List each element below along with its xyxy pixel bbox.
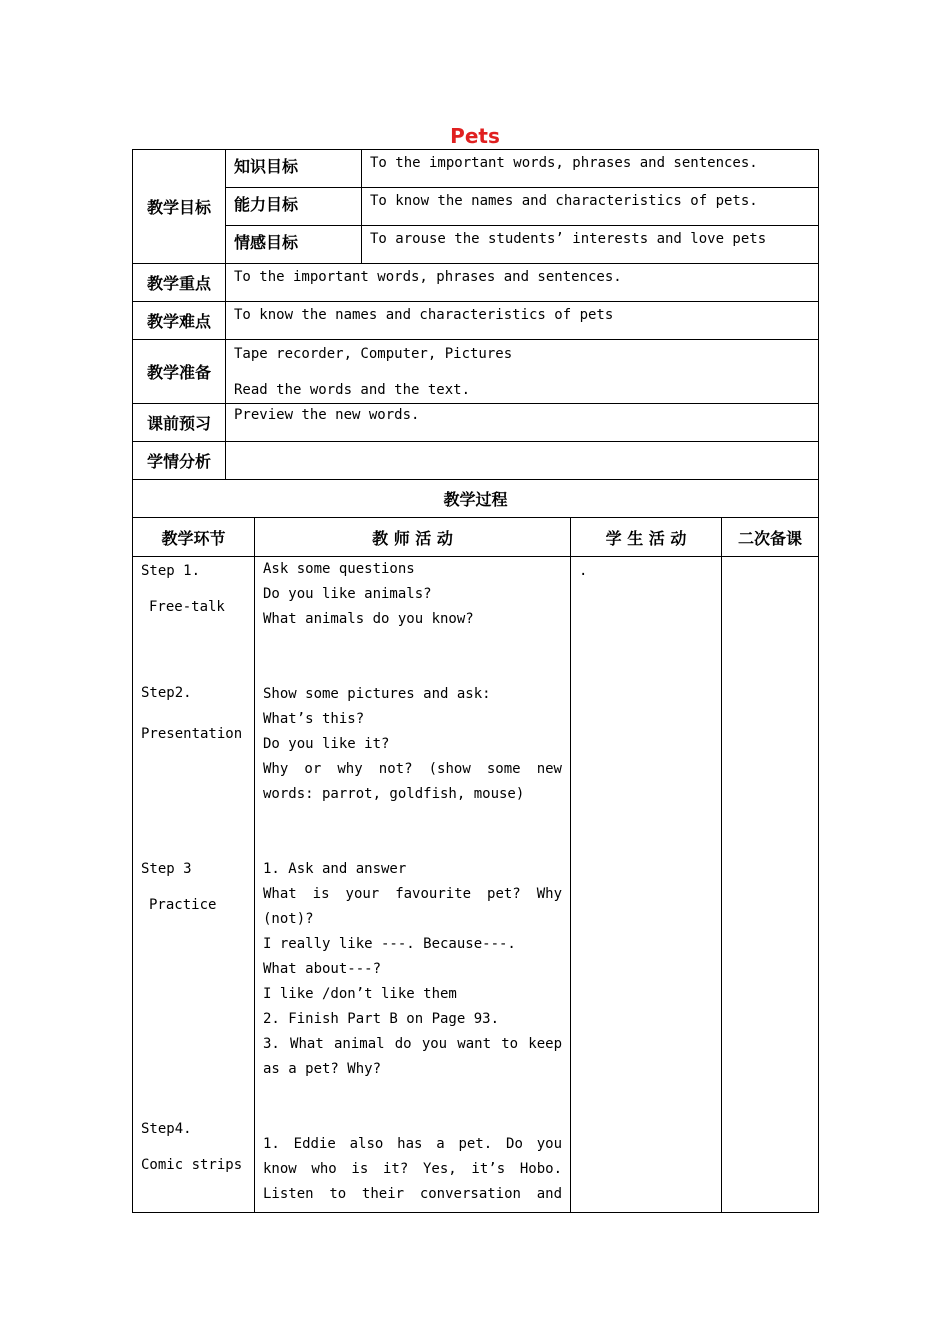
preview-label: 课前预习	[133, 404, 226, 442]
header-step: 教学环节	[133, 518, 255, 557]
teaching-process-table	[132, 517, 819, 1213]
teacher-activity-line: (not)?	[263, 911, 314, 927]
lesson-info-table	[132, 149, 819, 518]
ability-goal-text: To know the names and characteristics of pets.	[362, 188, 819, 226]
teacher-activity-line: What’s this?	[263, 711, 365, 727]
teacher-activity-line	[263, 1082, 562, 1107]
teacher-activity-line: words: parrot, goldfish, mouse)	[263, 786, 525, 802]
knowledge-goal-text: To the important words, phrases and sentences.	[362, 150, 819, 188]
step-2-subtitle: Presentation	[141, 726, 243, 742]
emotion-goal-text: To arouse the students’ interests and love pets	[362, 226, 819, 264]
step-3-subtitle: Practice	[149, 897, 217, 913]
teacher-activity-line: 2. Finish Part B on Page 93.	[263, 1011, 500, 1027]
step-3-title: Step 3	[141, 861, 192, 877]
step-1-subtitle: Free-talk	[149, 599, 225, 615]
teacher-activity-line	[263, 632, 562, 657]
key-points-text: To the important words, phrases and sentences.	[226, 264, 819, 302]
teacher-activity-line: Ask some questions	[263, 561, 415, 577]
knowledge-goal-label: 知识目标	[226, 150, 362, 188]
teacher-activity-line: 3. What animal do you want to keep	[263, 1036, 562, 1052]
teacher-activity-line: Do you like animals?	[263, 586, 432, 602]
teacher-activity-line: 1. Eddie also has a pet. Do you	[263, 1136, 562, 1152]
difficulties-label: 教学难点	[133, 302, 226, 340]
teacher-activity-line	[263, 1107, 562, 1132]
teacher-activity-line	[263, 657, 562, 682]
header-student-activity: 学 生 活 动	[571, 518, 722, 557]
teacher-activity-line: I like /don’t like them	[263, 986, 457, 1002]
preview-text: Preview the new words.	[226, 404, 819, 442]
preparation-line-1: Tape recorder, Computer, Pictures	[234, 346, 513, 362]
page-title: Pets	[450, 124, 500, 148]
teacher-activity-line: I really like ---. Because---.	[263, 936, 516, 952]
teacher-activity-line: know who is it? Yes, it’s Hobo.	[263, 1161, 562, 1177]
process-title: 教学过程	[133, 480, 819, 518]
step-4-subtitle: Comic strips	[141, 1157, 243, 1173]
teacher-activity-line: Show some pictures and ask:	[263, 686, 491, 702]
ability-goal-label: 能力目标	[226, 188, 362, 226]
preparation-line-2: Read the words and the text.	[234, 382, 471, 398]
step-2-title: Step2.	[141, 685, 192, 701]
step-1-title: Step 1.	[141, 563, 201, 579]
teacher-activity-line: What about---?	[263, 961, 382, 977]
emotion-goal-label: 情感目标	[226, 226, 362, 264]
teacher-activity-column	[255, 557, 571, 1213]
difficulties-text: To know the names and characteristics of pets	[226, 302, 819, 340]
analysis-label: 学情分析	[133, 442, 226, 480]
teacher-activity-line: Why or why not? (show some new	[263, 761, 562, 777]
teacher-activity-line	[263, 832, 562, 857]
teacher-activity-line: Listen to their conversation and	[263, 1186, 562, 1202]
objectives-label: 教学目标	[133, 150, 226, 264]
teacher-activity-line: Do you like it?	[263, 736, 390, 752]
key-points-label: 教学重点	[133, 264, 226, 302]
preparation-label: 教学准备	[133, 340, 226, 404]
student-activity-mark: .	[579, 563, 588, 579]
teacher-activity-line: What animals do you know?	[263, 611, 474, 627]
header-teacher-activity: 教 师 活 动	[255, 518, 571, 557]
teacher-activity-line	[263, 807, 562, 832]
teacher-activity-line: What is your favourite pet? Why	[263, 886, 562, 902]
analysis-text	[226, 442, 819, 480]
teacher-activity-line: as a pet? Why?	[263, 1061, 382, 1077]
teacher-activity-line: 1. Ask and answer	[263, 861, 407, 877]
student-activity-column	[571, 557, 722, 1213]
second-prep-column	[722, 557, 819, 1213]
header-second-prep: 二次备课	[722, 518, 819, 557]
step-4-title: Step4.	[141, 1121, 192, 1137]
steps-column	[133, 557, 255, 1213]
